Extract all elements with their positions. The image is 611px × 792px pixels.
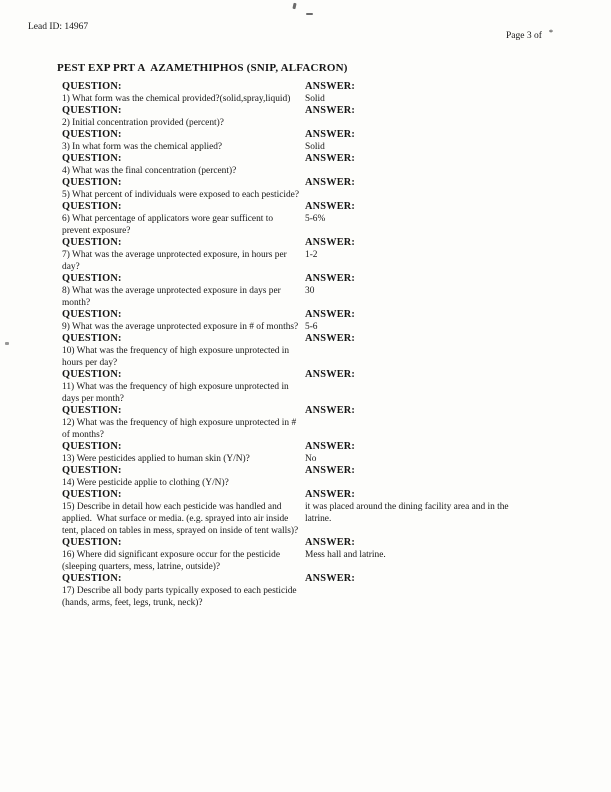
- question-column: [62, 405, 305, 441]
- question-label: QUESTION:: [62, 441, 122, 452]
- question-label: QUESTION:: [62, 177, 122, 188]
- question-label: QUESTION:: [62, 573, 122, 584]
- question-label: QUESTION:: [62, 369, 122, 380]
- answer-text: 30: [305, 286, 315, 296]
- question-column: [62, 333, 305, 369]
- answer-label: ANSWER:: [305, 153, 356, 164]
- qa-item: [62, 81, 524, 105]
- answer-column: [305, 405, 524, 441]
- qa-item: [62, 573, 524, 609]
- answer-column: [305, 441, 524, 465]
- question-label: QUESTION:: [62, 333, 122, 344]
- answer-column: [305, 333, 524, 369]
- answer-text: Solid: [305, 142, 325, 152]
- scan-artifact: [292, 3, 296, 9]
- qa-item: [62, 465, 524, 489]
- answer-label: ANSWER:: [305, 105, 356, 116]
- qa-item: [62, 201, 524, 237]
- answer-column: [305, 465, 524, 489]
- qa-item: [62, 153, 524, 177]
- question-label: QUESTION:: [62, 489, 122, 500]
- question-label: QUESTION:: [62, 405, 122, 416]
- question-column: [62, 573, 305, 609]
- question-column: [62, 369, 305, 405]
- question-text: 11) What was the frequency of high exposure unprotected in days per month?: [62, 382, 292, 404]
- question-column: [62, 105, 305, 129]
- answer-text: 5-6%: [305, 214, 326, 224]
- answer-column: [305, 237, 524, 273]
- answer-column: [305, 201, 524, 237]
- question-column: [62, 309, 305, 333]
- question-text: 3) In what form was the chemical applied?: [62, 142, 223, 152]
- question-label: QUESTION:: [62, 237, 122, 248]
- question-column: [62, 201, 305, 237]
- question-text: 8) What was the average unprotected exposure in days per month?: [62, 286, 284, 308]
- answer-text: 1-2: [305, 250, 318, 260]
- question-label: QUESTION:: [62, 537, 122, 548]
- answer-text: Solid: [305, 94, 325, 104]
- qa-item: [62, 489, 524, 537]
- answer-label: ANSWER:: [305, 465, 356, 476]
- question-label: QUESTION:: [62, 273, 122, 284]
- question-text: 14) Were pesticide applie to clothing (Y/N)?: [62, 478, 229, 488]
- qa-item: [62, 537, 524, 573]
- question-label: QUESTION:: [62, 309, 122, 320]
- answer-label: ANSWER:: [305, 573, 356, 584]
- answer-label: ANSWER:: [305, 489, 356, 500]
- qa-item: [62, 333, 524, 369]
- answer-column: [305, 105, 524, 129]
- qa-item: [62, 405, 524, 441]
- question-column: [62, 177, 305, 201]
- document-title: PEST EXP PRT A AZAMETHIPHOS (SNIP, ALFACRON): [57, 62, 348, 74]
- question-text: 15) Describe in detail how each pesticide was handled and applied. What surface or media. (e.g. sprayed into air inside tent, placed on tables in mess, sprayed on inside of tent walls)?: [62, 502, 299, 536]
- answer-column: [305, 153, 524, 177]
- question-column: [62, 129, 305, 153]
- qa-item: [62, 369, 524, 405]
- qa-item: [62, 273, 524, 309]
- question-text: 5) What percent of individuals were exposed to each pesticide?: [62, 190, 299, 200]
- question-column: [62, 537, 305, 573]
- answer-column: [305, 537, 524, 573]
- question-column: [62, 465, 305, 489]
- question-label: QUESTION:: [62, 201, 122, 212]
- answer-column: [305, 369, 524, 405]
- question-text: 10) What was the frequency of high exposure unprotected in hours per day?: [62, 346, 292, 368]
- answer-text: it was placed around the dining facility area and in the latrine.: [305, 502, 511, 524]
- answer-text: Mess hall and latrine.: [305, 550, 386, 560]
- answer-label: ANSWER:: [305, 201, 356, 212]
- question-text: 12) What was the frequency of high exposure unprotected in # of months?: [62, 418, 299, 440]
- answer-column: [305, 273, 524, 309]
- question-text: 9) What was the average unprotected exposure in # of months?: [62, 322, 299, 332]
- answer-column: [305, 129, 524, 153]
- answer-column: [305, 177, 524, 201]
- question-text: 6) What percentage of applicators wore gear sufficent to prevent exposure?: [62, 214, 276, 236]
- answer-label: ANSWER:: [305, 177, 356, 188]
- answer-label: ANSWER:: [305, 81, 356, 92]
- question-label: QUESTION:: [62, 105, 122, 116]
- answer-label: ANSWER:: [305, 273, 356, 284]
- answer-text: 5-6: [305, 322, 318, 332]
- scan-artifact: [306, 13, 313, 15]
- question-column: [62, 441, 305, 465]
- answer-label: ANSWER:: [305, 441, 356, 452]
- answer-label: ANSWER:: [305, 309, 356, 320]
- question-text: 1) What form was the chemical provided?(solid,spray,liquid): [62, 94, 291, 104]
- question-column: [62, 489, 305, 537]
- scan-artifact: [5, 342, 9, 345]
- question-text: 4) What was the final concentration (percent)?: [62, 166, 237, 176]
- answer-label: ANSWER:: [305, 129, 356, 140]
- question-column: [62, 153, 305, 177]
- answer-label: ANSWER:: [305, 237, 356, 248]
- question-text: 17) Describe all body parts typically exposed to each pesticide (hands, arms, feet, legs, trunk, neck)?: [62, 586, 299, 608]
- qa-item: [62, 129, 524, 153]
- qa-item: [62, 309, 524, 333]
- answer-label: ANSWER:: [305, 369, 356, 380]
- qa-item: [62, 441, 524, 465]
- answer-column: [305, 489, 524, 537]
- answer-label: ANSWER:: [305, 537, 356, 548]
- question-text: 16) Where did significant exposure occur for the pesticide (sleeping quarters, mess, latrine, outside)?: [62, 550, 283, 572]
- answer-text: No: [305, 454, 317, 464]
- page-number-label: Page 3 of: [506, 31, 542, 41]
- answer-column: [305, 81, 524, 105]
- question-label: QUESTION:: [62, 81, 122, 92]
- page-number-asterisk: *: [548, 27, 554, 37]
- question-label: QUESTION:: [62, 129, 122, 140]
- qa-item: [62, 237, 524, 273]
- qa-item: [62, 177, 524, 201]
- question-text: 2) Initial concentration provided (percent)?: [62, 118, 224, 128]
- question-column: [62, 81, 305, 105]
- qa-item: [62, 105, 524, 129]
- question-column: [62, 237, 305, 273]
- answer-column: [305, 573, 524, 609]
- question-label: QUESTION:: [62, 465, 122, 476]
- page-number: [506, 26, 553, 42]
- lead-id-label: Lead ID: 14967: [28, 22, 89, 32]
- answer-label: ANSWER:: [305, 333, 356, 344]
- qa-list: [62, 81, 524, 609]
- answer-column: [305, 309, 524, 333]
- question-text: 7) What was the average unprotected exposure, in hours per day?: [62, 250, 290, 272]
- question-label: QUESTION:: [62, 153, 122, 164]
- question-column: [62, 273, 305, 309]
- answer-label: ANSWER:: [305, 405, 356, 416]
- question-text: 13) Were pesticides applied to human skin (Y/N)?: [62, 454, 250, 464]
